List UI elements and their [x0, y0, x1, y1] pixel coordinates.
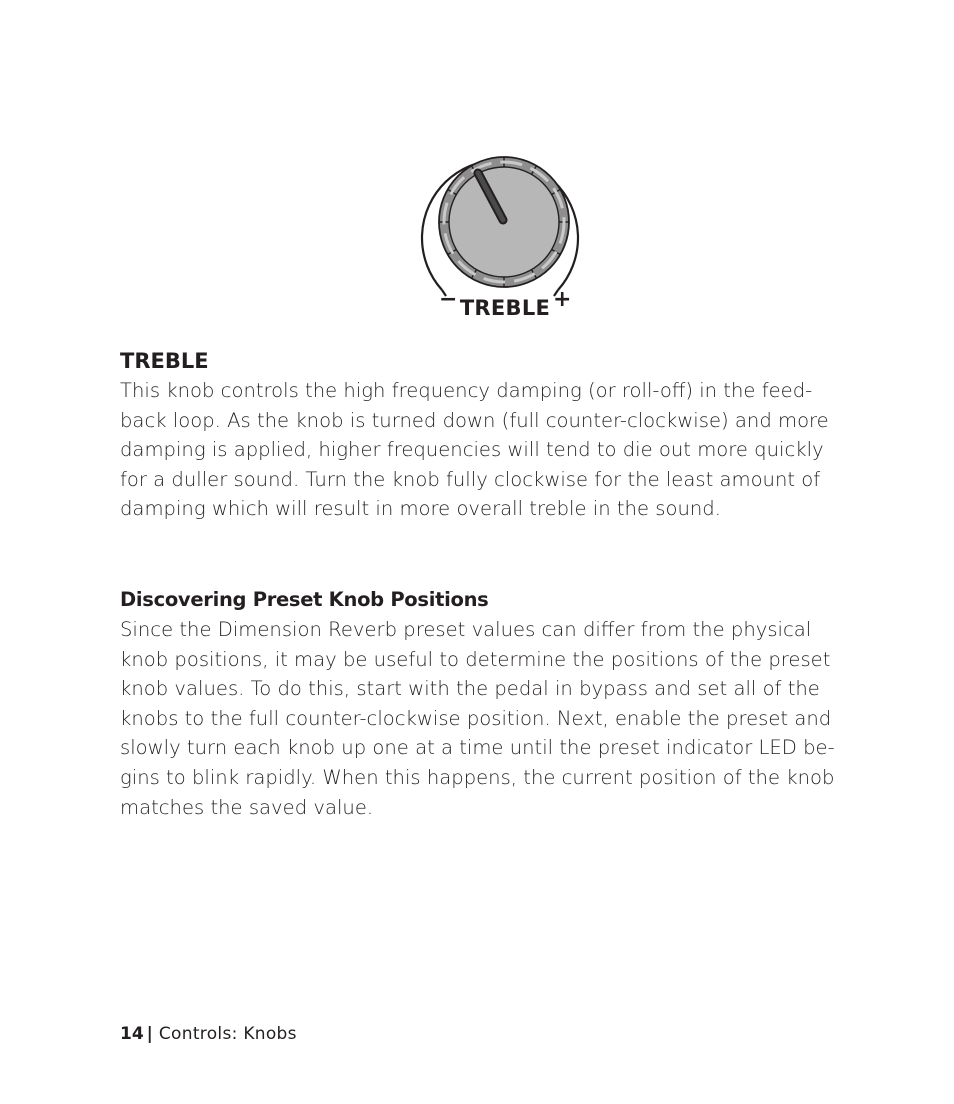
preset-heading: Discovering Preset Knob Positions	[120, 588, 489, 611]
preset-line: knob positions, it may be useful to determine the positions of the preset	[120, 647, 831, 671]
page-number: 14	[120, 1024, 144, 1044]
preset-line: knob values. To do this, start with the pedal in bypass and set all of the	[120, 677, 820, 701]
page-footer	[120, 1024, 297, 1044]
treble-line: This knob controls the high frequency damping (or roll-off) in the feed-	[120, 379, 813, 402]
preset-line: matches the saved value.	[120, 795, 374, 819]
treble-description	[120, 376, 890, 524]
knob-max-marker: +	[553, 287, 572, 312]
treble-line: back loop. As the knob is turned down (full counter-clockwise) and more	[120, 408, 829, 432]
treble-section	[120, 346, 890, 524]
footer-separator: |	[146, 1024, 153, 1044]
footer-section-title: Controls: Knobs	[158, 1024, 297, 1044]
treble-line: for a duller sound. Turn the knob fully clockwise for the least amount of	[120, 467, 821, 491]
treble-line: damping is applied, higher frequencies will tend to die out more quickly	[120, 438, 824, 462]
preset-line: Since the Dimension Reverb preset values can differ from the physical	[120, 618, 812, 641]
preset-section	[120, 585, 890, 822]
preset-line: slowly turn each knob up one at a time until the preset indicator LED be-	[120, 736, 835, 760]
preset-description	[120, 615, 890, 822]
knob-min-marker: −	[439, 287, 458, 312]
treble-heading: TREBLE	[120, 349, 209, 373]
preset-line: gins to blink rapidly. When this happens, the current position of the knob	[120, 765, 835, 789]
preset-line: knobs to the full counter-clockwise position. Next, enable the preset and	[120, 706, 832, 730]
treble-line: damping which will result in more overall treble in the sound.	[120, 497, 721, 521]
knob-label: TREBLE	[459, 296, 551, 320]
